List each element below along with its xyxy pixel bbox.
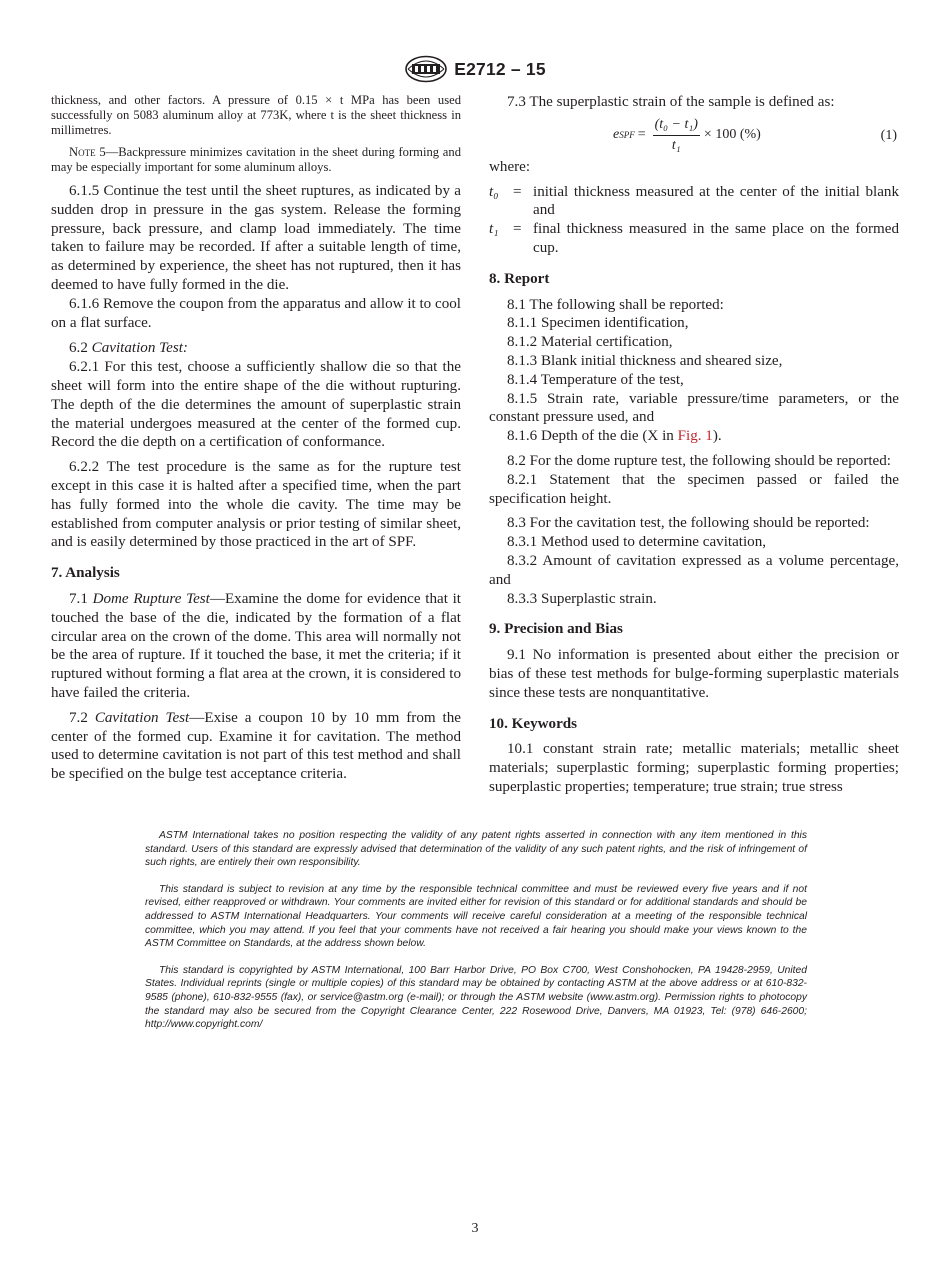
paragraph-8-1-5: 8.1.5 Strain rate, variable pressure/time parameters, or the constant pressure used, and — [489, 390, 899, 426]
paragraph-6-1-6: 6.1.6 Remove the coupon from the apparatus and allow it to cool on a flat surface. — [51, 295, 461, 331]
paragraph-7-2-text: —Exise a coupon 10 by 10 mm from the center of the formed cup. Examine it for cavitation. The method used to determine cavitation is not part of this test method and shall be specified on the bulge test acceptance criteria. — [51, 709, 461, 783]
equation-denominator: t₁ — [671, 138, 681, 154]
section-heading-8: 8. Report — [489, 270, 550, 287]
notice-patent: ASTM International takes no position respecting the validity of any patent rights asserted in connection with any item mentioned in this standard. Users of this standard are expressly advised that determination of the validity of any such patent rights, and the risk of infringement of such rights, are entirely their own responsibility. — [145, 830, 807, 869]
paragraph-7-1-title: Dome Rupture Test — [92, 590, 210, 607]
astm-logo-icon — [404, 55, 448, 83]
paragraph-6-1-5: 6.1.5 Continue the test until the sheet ruptures, as indicated by a sudden drop in pressure in the gas system. Release the forming pressure, back pressure, and clamp load immediately. The time taken to failure may be recorded. If after a suitable length of time, as determined by experience, the sheet has not ruptured, then it has deemed to have fully formed in the die. — [51, 183, 461, 293]
paragraph-8-1-2: 8.1.2 Material certification, — [507, 334, 673, 351]
definition-t1 — [489, 220, 899, 258]
paragraph-7-1 — [51, 590, 461, 703]
paragraph-8-2: 8.2 For the dome rupture test, the following should be reported: — [507, 452, 891, 469]
definition-symbol: t₀ — [489, 183, 499, 200]
paragraph-6-2 — [51, 339, 461, 358]
definition-equals: = — [513, 221, 522, 238]
note-5 — [51, 145, 461, 175]
paragraph-8-2-1: 8.2.1 Statement that the specimen passed or failed the specification height. — [489, 471, 899, 507]
paragraph-7-1-number: 7.1 — [69, 590, 88, 607]
paragraph-6-2-number: 6.2 — [69, 340, 88, 357]
equation-number: (1) — [880, 127, 897, 143]
section-heading-10: 10. Keywords — [489, 715, 578, 732]
definition-equals: = — [513, 183, 522, 200]
left-column — [51, 93, 461, 784]
paragraph-8-1-4: 8.1.4 Temperature of the test, — [507, 371, 684, 388]
paragraph-6-2-2: 6.2.2 The test procedure is the same as for the rupture test except in this case it is halted after a specified time, when the part has fully formed into the whole die cavity. The time may be established from computer analysis or prior testing of similar sheet, and is easily determined by those practiced in the art of SPF. — [51, 459, 461, 551]
document-designation: E2712 – 15 — [454, 58, 546, 79]
paragraph-10-1: 10.1 constant strain rate; metallic materials; metallic sheet materials; superplastic forming; superplastic forming properties; superplastic properties; temperature; true strain; true stress — [489, 741, 899, 795]
equation-body — [613, 116, 761, 156]
equation-lhs-subscript: SPF — [619, 130, 635, 141]
variable-definitions — [489, 183, 899, 258]
page-header — [0, 54, 950, 84]
equation-rhs: × 100 (%) — [703, 127, 761, 143]
paragraph-8-1-1: 8.1.1 Specimen identification, — [507, 315, 689, 332]
notice-revision: This standard is subject to revision at any time by the responsible technical committee and must be reviewed every five years and if not revised, either reapproved or withdrawn. Your comments are invited either for revision of this standard or for additional standards and should be addressed to ASTM International Headquarters. Your comments will receive careful consideration at a meeting of the responsible technical committee, which you may attend. If you feel that your comments have not received a fair hearing you should make your views known to the ASTM Committee on Standards, at the address shown below. — [145, 883, 807, 950]
paragraph-8-3-3: 8.3.3 Superplastic strain. — [507, 590, 657, 607]
equation-lhs: e — [613, 127, 620, 143]
page-number: 3 — [471, 1221, 479, 1236]
legal-notices — [145, 829, 807, 1045]
definition-text: initial thickness measured at the center of the initial blank and — [533, 183, 899, 219]
paragraph-7-2 — [51, 709, 461, 784]
paragraph-carryover: thickness, and other factors. A pressure of 0.15 × t MPa has been used successfully on 5083 aluminum alloy at 773K, where t is the sheet thickness in millimetres. — [51, 93, 461, 138]
paragraph-8-3-1: 8.3.1 Method used to determine cavitation, — [507, 534, 767, 551]
equation-numerator: (t₀ − t₁) — [653, 116, 700, 137]
note-5-text: —Backpressure minimizes cavitation in the sheet during forming and may be especially important for some aluminum alloys. — [51, 144, 461, 174]
paragraph-7-2-title: Cavitation Test — [94, 709, 190, 726]
equation-1 — [489, 116, 899, 158]
where-label: where: — [489, 158, 531, 175]
section-heading-7: 7. Analysis — [51, 565, 120, 582]
paragraph-8-3: 8.3 For the cavitation test, the following should be reported: — [507, 515, 870, 532]
paragraph-8-1-6-tail: ). — [712, 428, 722, 445]
paragraph-8-1: 8.1 The following shall be reported: — [507, 296, 724, 313]
figure-1-link[interactable]: Fig. 1 — [677, 428, 713, 445]
paragraph-6-2-1: 6.2.1 For this test, choose a sufficiently shallow die so that the sheet will form into the entire shape of the die without rupturing. The depth of the die determines the amount of superplastic strain the material undergoes measured at the center of the formed cup. Record the die depth on a certification of conformance. — [51, 359, 461, 451]
paragraph-8-1-6 — [489, 427, 899, 446]
definition-text: final thickness measured in the same place on the formed cup. — [533, 221, 899, 256]
definition-t0 — [489, 183, 899, 221]
paragraph-8-1-6-text: 8.1.6 Depth of the die (X in — [507, 428, 678, 445]
paragraph-9-1: 9.1 No information is presented about either the precision or bias of these test methods for bulge-forming superplastic materials since these tests are nonquantitative. — [489, 647, 899, 701]
right-column — [489, 93, 899, 797]
paragraph-6-2-title: Cavitation Test: — [91, 340, 188, 357]
paragraph-7-1-text: —Examine the dome for evidence that it touched the base of the die, indicated by the formation of a flat circular area on the crown of the dome. This area will normally not be the area of rupture. If it touched the base, it met the criteria; if it ruptured without forming a flat area at the crown, it is considered to have failed the criteria. — [51, 590, 461, 701]
paragraph-7-2-number: 7.2 — [69, 709, 88, 726]
definition-symbol: t₁ — [489, 221, 499, 238]
note-5-label: Note 5 — [69, 144, 106, 159]
section-heading-9: 9. Precision and Bias — [489, 621, 623, 638]
paragraph-8-1-3: 8.1.3 Blank initial thickness and sheared size, — [507, 352, 783, 369]
notice-copyright: This standard is copyrighted by ASTM International, 100 Barr Harbor Drive, PO Box C700, West Conshohocken, PA 19428-2959, United States. Individual reprints (single or multiple copies) of this standard may be obtained by contacting ASTM at the above address or at 610-832-9585 (phone), 610-832-9555 (fax), or service@astm.org (e-mail); or through the ASTM website (www.astm.org). Permission rights to photocopy the standard may also be secured from the Copyright Clearance Center, 222 Rosewood Drive, Danvers, MA 01923, Tel: (978) 646-2600; http://www.copyright.com/ — [145, 964, 807, 1031]
paragraph-8-3-2: 8.3.2 Amount of cavitation expressed as a volume percentage, and — [489, 552, 899, 588]
paragraph-7-3: 7.3 The superplastic strain of the sample is defined as: — [507, 94, 835, 110]
equation-equals: = — [637, 127, 646, 143]
equation-fraction — [653, 116, 700, 157]
